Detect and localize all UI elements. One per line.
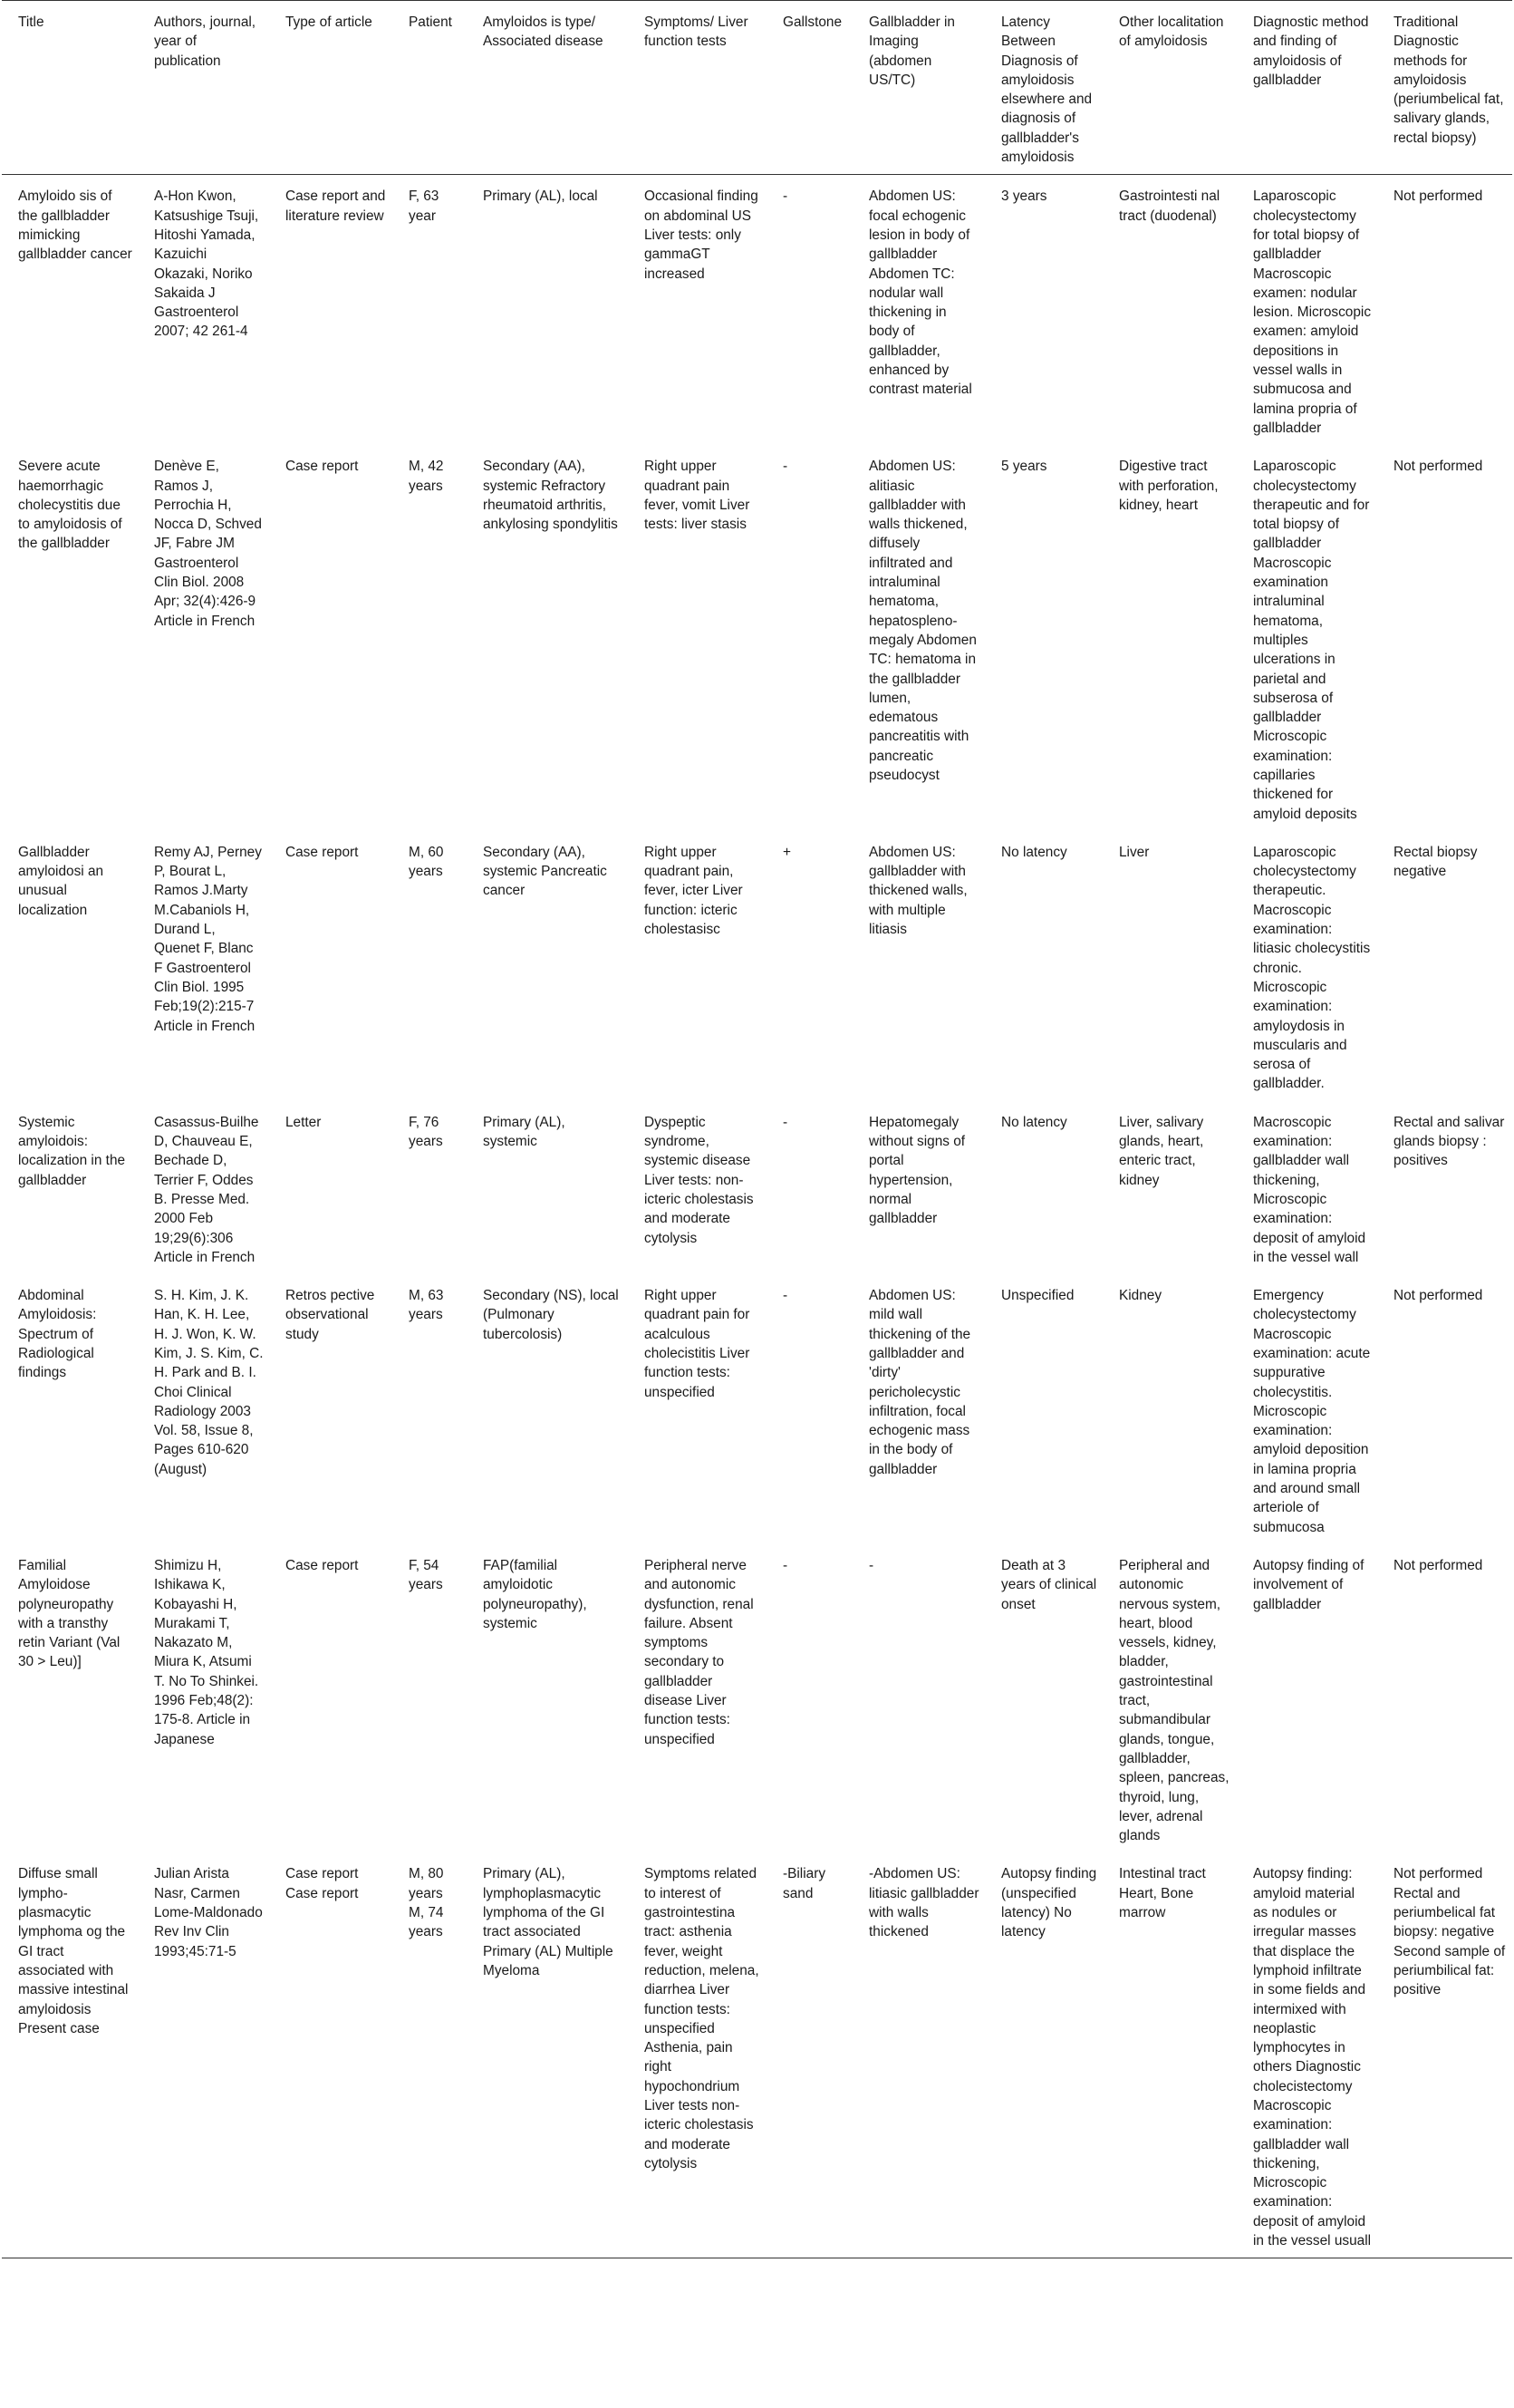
cell-authors: Remy AJ, Perney P, Bourat L, Ramos J.Marty M.Cabaniols H, Durand L, Quenet F, Blanc F Gastroenterol Clin Biol. 1995 Feb;19(2):215-7 Article in French [154,844,262,1034]
cell-imaging: Abdomen US: gallbladder with thickened walls, with multiple litiasis [869,844,968,938]
cell-gallstone: + [783,844,791,860]
cell-amyloidosis-type: FAP(familial amyloidotic polyneuropathy), systemic [483,1557,587,1631]
cell-amyloidosis-type: Primary (AL), local [483,189,598,205]
header-diagnostic-method: Diagnostic method and finding of amyloidosis of gallbladder [1253,15,1369,88]
cell-patient: F, 76 years [409,1114,443,1150]
cell-authors: S. H. Kim, J. K. Han, K. H. Lee, H. J. Won, K. W. Kim, J. S. Kim, C. H. Park and B. I. Choi Clinical Radiology 2003 Vol. 58, Issue 8, Pages 610-620 (August) [154,1288,264,1477]
cell-article-type: Case report [285,1557,359,1573]
cell-authors: Casassus-Builhe D, Chauveau E, Bechade D, Terrier F, Oddes B. Presse Med. 2000 Feb 19;29(6):306 Article in French [154,1114,259,1265]
cell-title: Diffuse small lympho-plasmacytic lymphoma og the GI tract associated with massive intestinal amyloidosis Present case [18,1866,129,2036]
cell-patient: F, 54 years [409,1557,443,1593]
cell-diagnostic-method: Autopsy finding of involvement of gallbladder [1253,1557,1365,1612]
cell-amyloidosis-type: Primary (AL), lymphoplasmacytic lymphoma of the GI tract associated Primary (AL) Multiple Myeloma [483,1866,613,1978]
cell-gallstone: - [783,1557,788,1573]
cell-imaging: - [869,1557,874,1573]
cell-amyloidosis-type: Secondary (AA), systemic Refractory rheumatoid arthritis, ankylosing spondylitis [483,459,618,533]
cell-latency: Autopsy finding (unspecified latency) No latency [1001,1866,1097,1940]
cell-gallstone: - [783,1288,788,1304]
cell-traditional-methods: Not performed [1393,189,1483,205]
cell-other-localization: Digestive tract with perforation, kidney, heart [1119,459,1219,513]
header-imaging: Gallbladder in Imaging (abdomen US/TC) [869,15,955,88]
cell-article-type: Retros pective observational study [285,1288,375,1342]
header-article-type: Type of article [285,15,372,30]
cell-traditional-methods: Rectal and salivar glands biopsy : positives [1393,1114,1505,1169]
table-row [2,445,1512,831]
cell-traditional-methods: Rectal biopsy negative [1393,844,1478,880]
cell-imaging: Hepatomegaly without signs of portal hypertension, normal gallbladder [869,1114,966,1227]
cell-other-localization: Liver [1119,844,1150,860]
header-authors: Authors, journal, year of publication [154,15,256,69]
cell-gallstone: -Biliary sand [783,1866,826,1901]
cell-symptoms: Occasional finding on abdominal US Liver tests: only gammaGT increased [644,189,758,282]
cell-traditional-methods: Not performed Rectal and periumbelical fat biopsy: negative Second sample of periumbilical fat: positive [1393,1866,1506,1998]
header-amyloidosis-type: Amyloidos is type/ Associated disease [483,15,603,50]
cell-patient: M, 63 years [409,1288,444,1323]
cell-imaging: Abdomen US: mild wall thickening of the gallbladder and 'dirty' pericholecystic infiltration, focal echogenic mass in the body of gallbladder [869,1288,971,1477]
cell-title: Severe acute haemorrhagic cholecystitis due to amyloidosis of the gallbladder [18,459,122,552]
cell-patient: F, 63 year [409,189,439,224]
table-row [2,1101,1512,1274]
literature-review-table [2,0,1512,2258]
cell-patient: M, 80 years M, 74 years [409,1866,444,1940]
cell-other-localization: Peripheral and autonomic nervous system, heart, blood vessels, kidney, bladder, gastrointestinal tract, submandibular glands, tongue, gallbladder, spleen, pancreas, thyroid, lung, lever, adrenal glands [1119,1557,1230,1844]
cell-diagnostic-method: Macroscopic examination: gallbladder wall thickening, Microscopic examination: deposit of amyloid in the vessel wall [1253,1114,1366,1265]
cell-symptoms: Right upper quadrant pain fever, vomit Liver tests: liver stasis [644,459,750,533]
cell-authors: Shimizu H, Ishikawa K, Kobayashi H, Murakami T, Nakazato M, Miura K, Atsumi T. No To Shinkei. 1996 Feb;48(2): 175-8. Article in Japanese [154,1557,259,1747]
cell-latency: Death at 3 years of clinical onset [1001,1557,1097,1612]
cell-article-type: Case report [285,844,359,860]
cell-traditional-methods: Not performed [1393,1288,1483,1304]
cell-diagnostic-method: Autopsy finding: amyloid material as nodules or irregular masses that displace the lymphoid infiltrate in some fields and intermixed with neoplastic lymphocytes in others Diagnostic cholecistectomy Macroscopic examination: gallbladder wall thickening, Microscopic examination: deposit of amyloid in the vessel usuall [1253,1866,1372,2249]
cell-diagnostic-method: Laparoscopic cholecystectomy for total biopsy of gallbladder Macroscopic examen: nodular lesion. Microscopic examen: amyloid depositions in vessel walls in submucosa and lamina propria of gallbladder [1253,189,1372,436]
cell-diagnostic-method: Laparoscopic cholecystectomy therapeutic. Macroscopic examination: litiasic cholecystitis chronic. Microscopic examination: amyloydosis in muscularis and serosa of gallbladder. [1253,844,1371,1092]
cell-traditional-methods: Not performed [1393,1557,1483,1573]
table-row [2,175,1512,445]
table-header-row [2,1,1512,175]
cell-article-type: Case report [285,459,359,475]
header-title: Title [18,15,44,30]
cell-gallstone: - [783,189,788,205]
cell-gallstone: - [783,1114,788,1130]
cell-amyloidosis-type: Secondary (AA), systemic Pancreatic cancer [483,844,607,899]
cell-amyloidosis-type: Primary (AL), systemic [483,1114,565,1150]
table-row [2,1274,1512,1544]
cell-latency: No latency [1001,1114,1067,1130]
table-row [2,831,1512,1101]
cell-imaging: -Abdomen US: litiasic gallbladder with walls thickened [869,1866,979,1940]
cell-symptoms: Dyspeptic syndrome, systemic disease Liver tests: non-icteric cholestasis and moderate cytolysis [644,1114,754,1246]
cell-diagnostic-method: Laparoscopic cholecystectomy therapeutic and for total biopsy of gallbladder Macroscopic examination intraluminal hematoma, multiples ulcerations in parietal and subserosa of gallbladder Microscopic examination: capillaries thickened for amyloid deposits [1253,459,1370,822]
cell-title: Amyloido sis of the gallbladder mimicking gallbladder cancer [18,189,132,263]
cell-title: Abdominal Amyloidosis: Spectrum of Radiological findings [18,1288,97,1381]
cell-imaging: Abdomen US: focal echogenic lesion in body of gallbladder Abdomen TC: nodular wall thickening in body of gallbladder, enhanced by contrast material [869,189,972,398]
cell-imaging: Abdomen US: alitiasic gallbladder with walls thickened, diffusely infiltrated and intraluminal hematoma, hepatospleno-megaly Abdomen TC: hematoma in the gallbladder lumen, edematous pancreatitis with pancreatic pseudocyst [869,459,977,783]
cell-traditional-methods: Not performed [1393,459,1483,475]
cell-authors: Denève E, Ramos J, Perrochia H, Nocca D, Schved JF, Fabre JM Gastroenterol Clin Biol. 2008 Apr; 32(4):426-9 Article in French [154,459,262,629]
header-symptoms: Symptoms/ Liver function tests [644,15,748,50]
cell-symptoms: Symptoms related to interest of gastrointestina tract: asthenia fever, weight reduction, melena, diarrhea Liver function tests: unspecified Asthenia, pain right hypochondrium Liver tests non-icteric cholestasis and moderate cytolysis [644,1866,759,2171]
table-body [2,175,1512,2258]
table-row [2,1544,1512,1852]
header-patient: Patient [409,15,452,30]
cell-latency: 3 years [1001,189,1047,205]
header-traditional-methods: Traditional Diagnostic methods for amyloidosis (periumbelical fat, salivary glands, rectal biopsy) [1393,15,1504,146]
header-gallstone: Gallstone [783,15,843,30]
cell-amyloidosis-type: Secondary (NS), local (Pulmonary tubercolosis) [483,1288,619,1342]
cell-article-type: Letter [285,1114,322,1130]
cell-other-localization: Intestinal tract Heart, Bone marrow [1119,1866,1206,1921]
cell-title: Systemic amyloidois: localization in the gallbladder [18,1114,126,1188]
header-latency: Latency Between Diagnosis of amyloidosis elsewhere and diagnosis of gallbladder's amyloidosis [1001,15,1093,166]
cell-other-localization: Gastrointesti nal tract (duodenal) [1119,189,1220,224]
header-other-localization: Other localitation of amyloidosis [1119,15,1224,50]
cell-title: Familial Amyloidose polyneuropathy with a transthy retin Variant (Val 30 > Leu)] [18,1557,121,1670]
cell-article-type: Case report and literature review [285,189,386,224]
cell-patient: M, 60 years [409,844,444,880]
cell-diagnostic-method: Emergency cholecystectomy Macroscopic examination: acute suppurative cholecystitis. Microscopic examination: amyloid deposition in lamina propria and around small arteriole of submucosa [1253,1288,1371,1535]
cell-latency: 5 years [1001,459,1047,475]
cell-symptoms: Right upper quadrant pain, fever, icter Liver function: icteric cholestasisc [644,844,743,938]
cell-other-localization: Kidney [1119,1288,1162,1304]
cell-gallstone: - [783,459,788,475]
cell-latency: No latency [1001,844,1067,860]
cell-other-localization: Liver, salivary glands, heart, enteric tract, kidney [1119,1114,1204,1188]
cell-symptoms: Peripheral nerve and autonomic dysfunction, renal failure. Absent symptoms secondary to gallbladder disease Liver function tests: unspecified [644,1557,754,1747]
table-row [2,1852,1512,2258]
cell-article-type: Case report Case report [285,1866,359,1901]
cell-authors: A-Hon Kwon, Katsushige Tsuji, Hitoshi Yamada, Kazuichi Okazaki, Noriko Sakaida J Gastroenterol 2007; 42 261-4 [154,189,259,340]
cell-authors: Julian Arista Nasr, Carmen Lome-Maldonado Rev Inv Clin 1993;45:71-5 [154,1866,263,1959]
cell-symptoms: Right upper quadrant pain for acalculous cholecistitis Liver function tests: unspecified [644,1288,750,1400]
cell-title: Gallbladder amyloidosi an unusual localization [18,844,104,918]
cell-latency: Unspecified [1001,1288,1075,1304]
cell-patient: M, 42 years [409,459,444,494]
